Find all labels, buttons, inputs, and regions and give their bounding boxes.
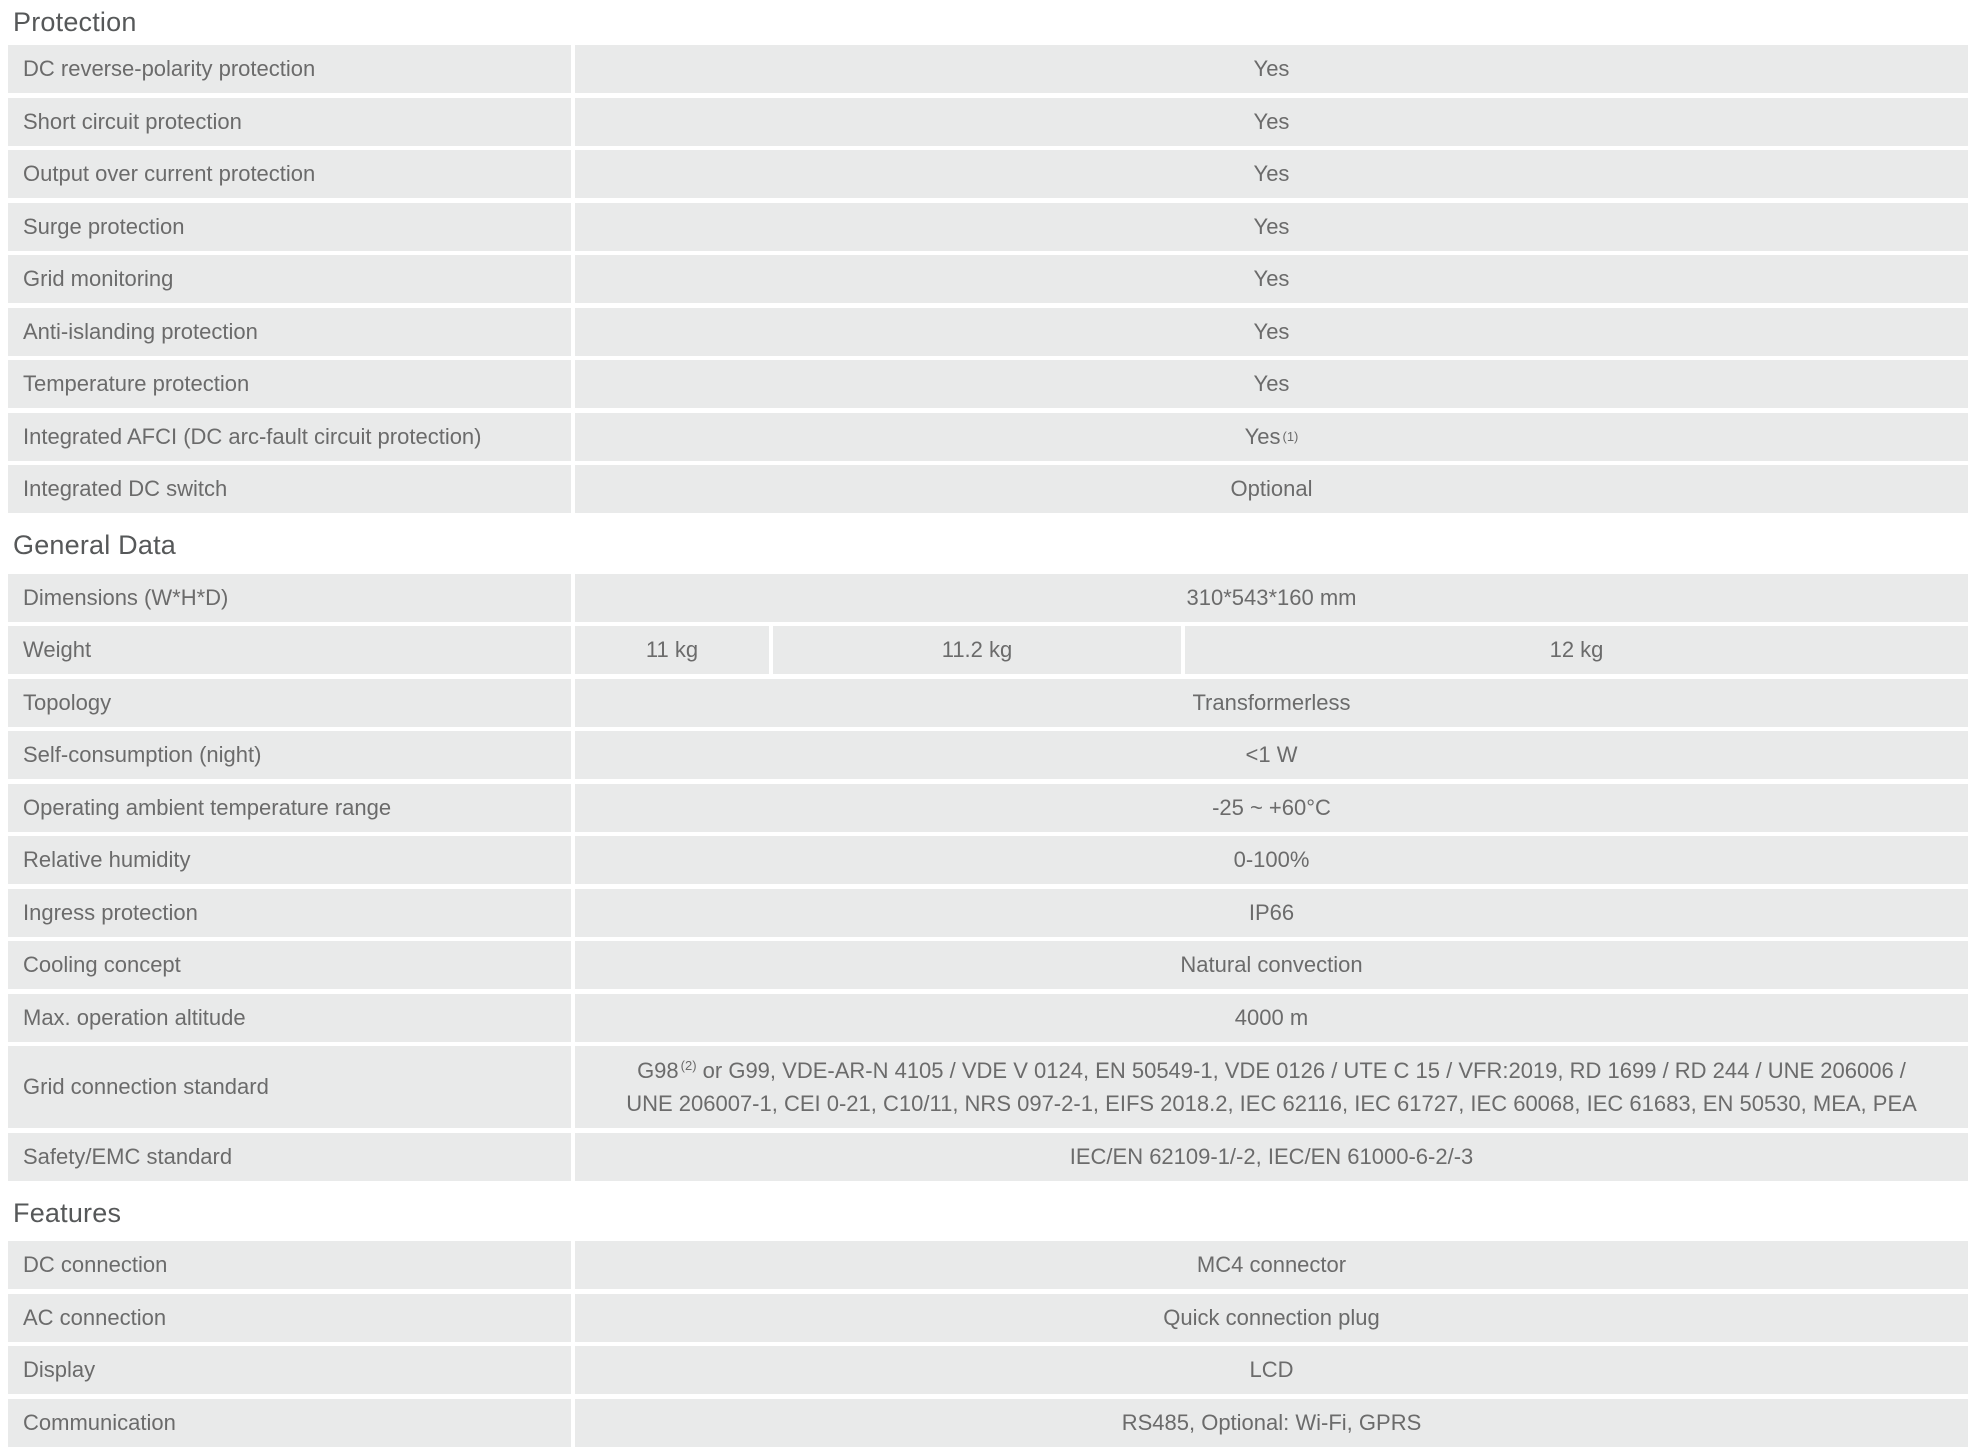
row-label: Ingress protection (8, 889, 571, 937)
row-value: <1 W (575, 731, 1968, 779)
row-label: Integrated AFCI (DC arc-fault circuit protection) (8, 413, 571, 461)
row-value-model-2: 11.2 kg (773, 626, 1181, 674)
row-value: 310*543*160 mm (575, 574, 1968, 622)
row-label: Dimensions (W*H*D) (8, 574, 571, 622)
spec-row-output-over-current (8, 150, 1968, 198)
row-value: Yes (575, 360, 1968, 408)
row-value: Optional (575, 465, 1968, 513)
spec-row-dc-connection (8, 1241, 1968, 1289)
spec-row-short-circuit (8, 98, 1968, 146)
spec-row-temperature-protection (8, 360, 1968, 408)
row-value (575, 1046, 1968, 1128)
spec-row-integrated-dc-switch (8, 465, 1968, 513)
spec-row-dc-reverse-polarity (8, 45, 1968, 93)
row-label: Output over current protection (8, 150, 571, 198)
row-value: MC4 connector (575, 1241, 1968, 1289)
row-label: Anti-islanding protection (8, 308, 571, 356)
section-heading-general-data: General Data (13, 530, 176, 560)
row-label: AC connection (8, 1294, 571, 1342)
row-label: Max. operation altitude (8, 994, 571, 1042)
row-value: Yes (575, 98, 1968, 146)
row-value-model-1: 11 kg (575, 626, 769, 674)
row-label: Operating ambient temperature range (8, 784, 571, 832)
spec-row-grid-connection-standard (8, 1046, 1968, 1128)
spec-row-surge-protection (8, 203, 1968, 251)
spec-row-relative-humidity (8, 836, 1968, 884)
row-value: IEC/EN 62109-1/-2, IEC/EN 61000-6-2/-3 (575, 1133, 1968, 1181)
spec-row-integrated-afci (8, 413, 1968, 461)
row-value: Yes (575, 255, 1968, 303)
row-value: RS485, Optional: Wi-Fi, GPRS (575, 1399, 1968, 1447)
footnote-superscript-2: (2) (680, 1057, 697, 1073)
row-value: Yes (1) (575, 413, 1968, 461)
row-value: Quick connection plug (575, 1294, 1968, 1342)
row-value: Yes (575, 203, 1968, 251)
spec-row-weight (8, 626, 1968, 674)
row-label: Self-consumption (night) (8, 731, 571, 779)
row-value: Transformerless (575, 679, 1968, 727)
row-label: DC connection (8, 1241, 571, 1289)
row-label: Grid monitoring (8, 255, 571, 303)
row-value: Yes (575, 308, 1968, 356)
row-label: Display (8, 1346, 571, 1394)
row-label: Weight (8, 626, 571, 674)
spec-row-communication (8, 1399, 1968, 1447)
row-label: Safety/EMC standard (8, 1133, 571, 1181)
spec-row-safety-emc-standard (8, 1133, 1968, 1181)
spec-row-anti-islanding (8, 308, 1968, 356)
row-label: Grid connection standard (8, 1046, 571, 1128)
row-value: -25 ~ +60°C (575, 784, 1968, 832)
section-heading-features: Features (13, 1197, 122, 1228)
spec-row-operating-temperature (8, 784, 1968, 832)
row-label: Communication (8, 1399, 571, 1447)
grid-standard-line-2: UNE 206007-1, CEI 0-21, C10/11, NRS 097-2-1, EIFS 2018.2, IEC 62116, IEC 61727, IEC 60068, IEC 61683, EN 50530, MEA, PEA (626, 1091, 1917, 1116)
specification-table (8, 0, 1968, 1447)
spec-row-ingress-protection (8, 889, 1968, 937)
row-value: 4000 m (575, 994, 1968, 1042)
row-label: Topology (8, 679, 571, 727)
spec-row-display (8, 1346, 1968, 1394)
row-value: Natural convection (575, 941, 1968, 989)
row-label: Integrated DC switch (8, 465, 571, 513)
row-value: LCD (575, 1346, 1968, 1394)
row-value: Yes (575, 150, 1968, 198)
row-label: Temperature protection (8, 360, 571, 408)
value-text: Yes (1244, 423, 1281, 449)
spec-row-max-operation-altitude (8, 994, 1968, 1042)
spec-row-grid-monitoring (8, 255, 1968, 303)
row-value: IP66 (575, 889, 1968, 937)
spec-row-cooling-concept (8, 941, 1968, 989)
row-label: Cooling concept (8, 941, 571, 989)
grid-standard-line-1: G98 $^{(2)}$ or G99, VDE-AR-N 4105 / VDE V 0124, EN 50549-1, VDE 0126 / UTE C 15 / VFR:2019, RD 1699 / RD 244 / UNE 206006 / (637, 1057, 1906, 1083)
row-value: 0-100% (575, 836, 1968, 884)
spec-row-topology (8, 679, 1968, 727)
row-value-model-3: 12 kg (1185, 626, 1968, 674)
row-label: Relative humidity (8, 836, 571, 884)
spec-row-dimensions (8, 574, 1968, 622)
spec-row-self-consumption (8, 731, 1968, 779)
row-label: Short circuit protection (8, 98, 571, 146)
row-value: Yes (575, 45, 1968, 93)
spec-row-ac-connection (8, 1294, 1968, 1342)
row-label: DC reverse-polarity protection (8, 45, 571, 93)
section-heading-protection: Protection (13, 7, 137, 37)
row-label: Surge protection (8, 203, 571, 251)
